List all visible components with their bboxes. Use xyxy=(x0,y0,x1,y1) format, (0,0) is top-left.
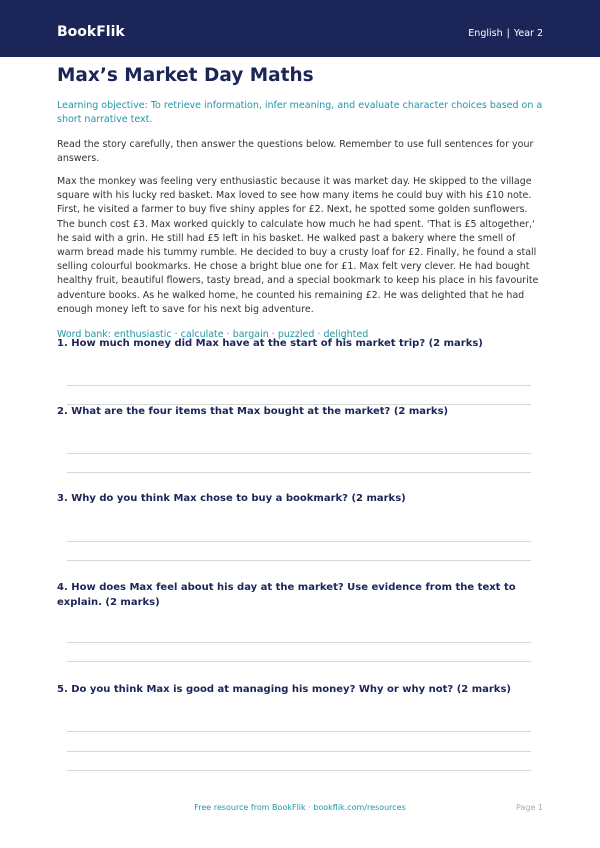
worksheet-body xyxy=(57,63,543,342)
word-bank: Word bank: enthusiastic · calculate · bargain · puzzled · delighted xyxy=(57,329,369,341)
learning-objective: Learning objective: To retrieve information, infer meaning, and evaluate character choices based on a short narrative text. xyxy=(57,100,543,125)
header-meta xyxy=(468,27,543,41)
brand-logo[interactable]: BookFlik xyxy=(57,24,125,40)
question-5: 5. Do you think Max is good at managing his money? Why or why not? (2 marks) xyxy=(57,684,511,695)
answer-line[interactable] xyxy=(67,472,531,473)
answer-line[interactable] xyxy=(67,541,531,542)
year-label: Year 2 xyxy=(513,28,543,39)
subject-label: English xyxy=(468,28,503,39)
instructions: Read the story carefully, then answer the questions below. Remember to use full sentences for your answers. xyxy=(57,139,534,164)
answer-line[interactable] xyxy=(67,770,531,771)
answer-line[interactable] xyxy=(67,731,531,732)
question-1: 1. How much money did Max have at the start of his market trip? (2 marks) xyxy=(57,338,483,349)
question-2: 2. What are the four items that Max bought at the market? (2 marks) xyxy=(57,406,449,417)
page-number: Page 1 xyxy=(516,803,543,812)
answer-line[interactable] xyxy=(67,560,531,561)
page-title: Max’s Market Day Maths xyxy=(57,65,314,86)
question-4: 4. How does Max feel about his day at the market? Use evidence from the text to explain. (2 marks) xyxy=(57,582,516,608)
answer-line[interactable] xyxy=(67,453,531,454)
answer-line[interactable] xyxy=(67,385,531,386)
footer-resource-link[interactable]: Free resource from BookFlik · bookflik.com/resources xyxy=(194,803,406,812)
answer-line[interactable] xyxy=(67,642,531,643)
answer-line[interactable] xyxy=(67,751,531,752)
answer-line[interactable] xyxy=(67,661,531,662)
header-bar xyxy=(0,0,600,57)
story-text: Max the monkey was feeling very enthusiastic because it was market day. He skipped to the village square with his lucky red basket. Max loved to see how many items he could buy with his £10 note. First, he visited a farmer to buy five shiny apples for £2. Next, he spotted some golden sunflowers. The bunch cost £3. Max worked quickly to calculate how much he had spent. 'That is £5 altogether,' he said with a grin. He still had £5 left in his basket. He walked past a bakery where the smell of warm bread made his tummy rumble. He decided to buy a crusty loaf for £2. Finally, he found a stall selling colourful bookmarks. He chose a bright blue one for £1. Max felt very clever. He had bought healthy fruit, beautiful flowers, tasty bread, and a special bookmark to keep his place in his favourite adventure books. As he walked home, he counted his remaining £2. He was delighted that he had enough money left to save for his next big adventure. xyxy=(57,176,539,315)
meta-separator: | xyxy=(506,28,510,39)
question-3: 3. Why do you think Max chose to buy a bookmark? (2 marks) xyxy=(57,493,406,504)
